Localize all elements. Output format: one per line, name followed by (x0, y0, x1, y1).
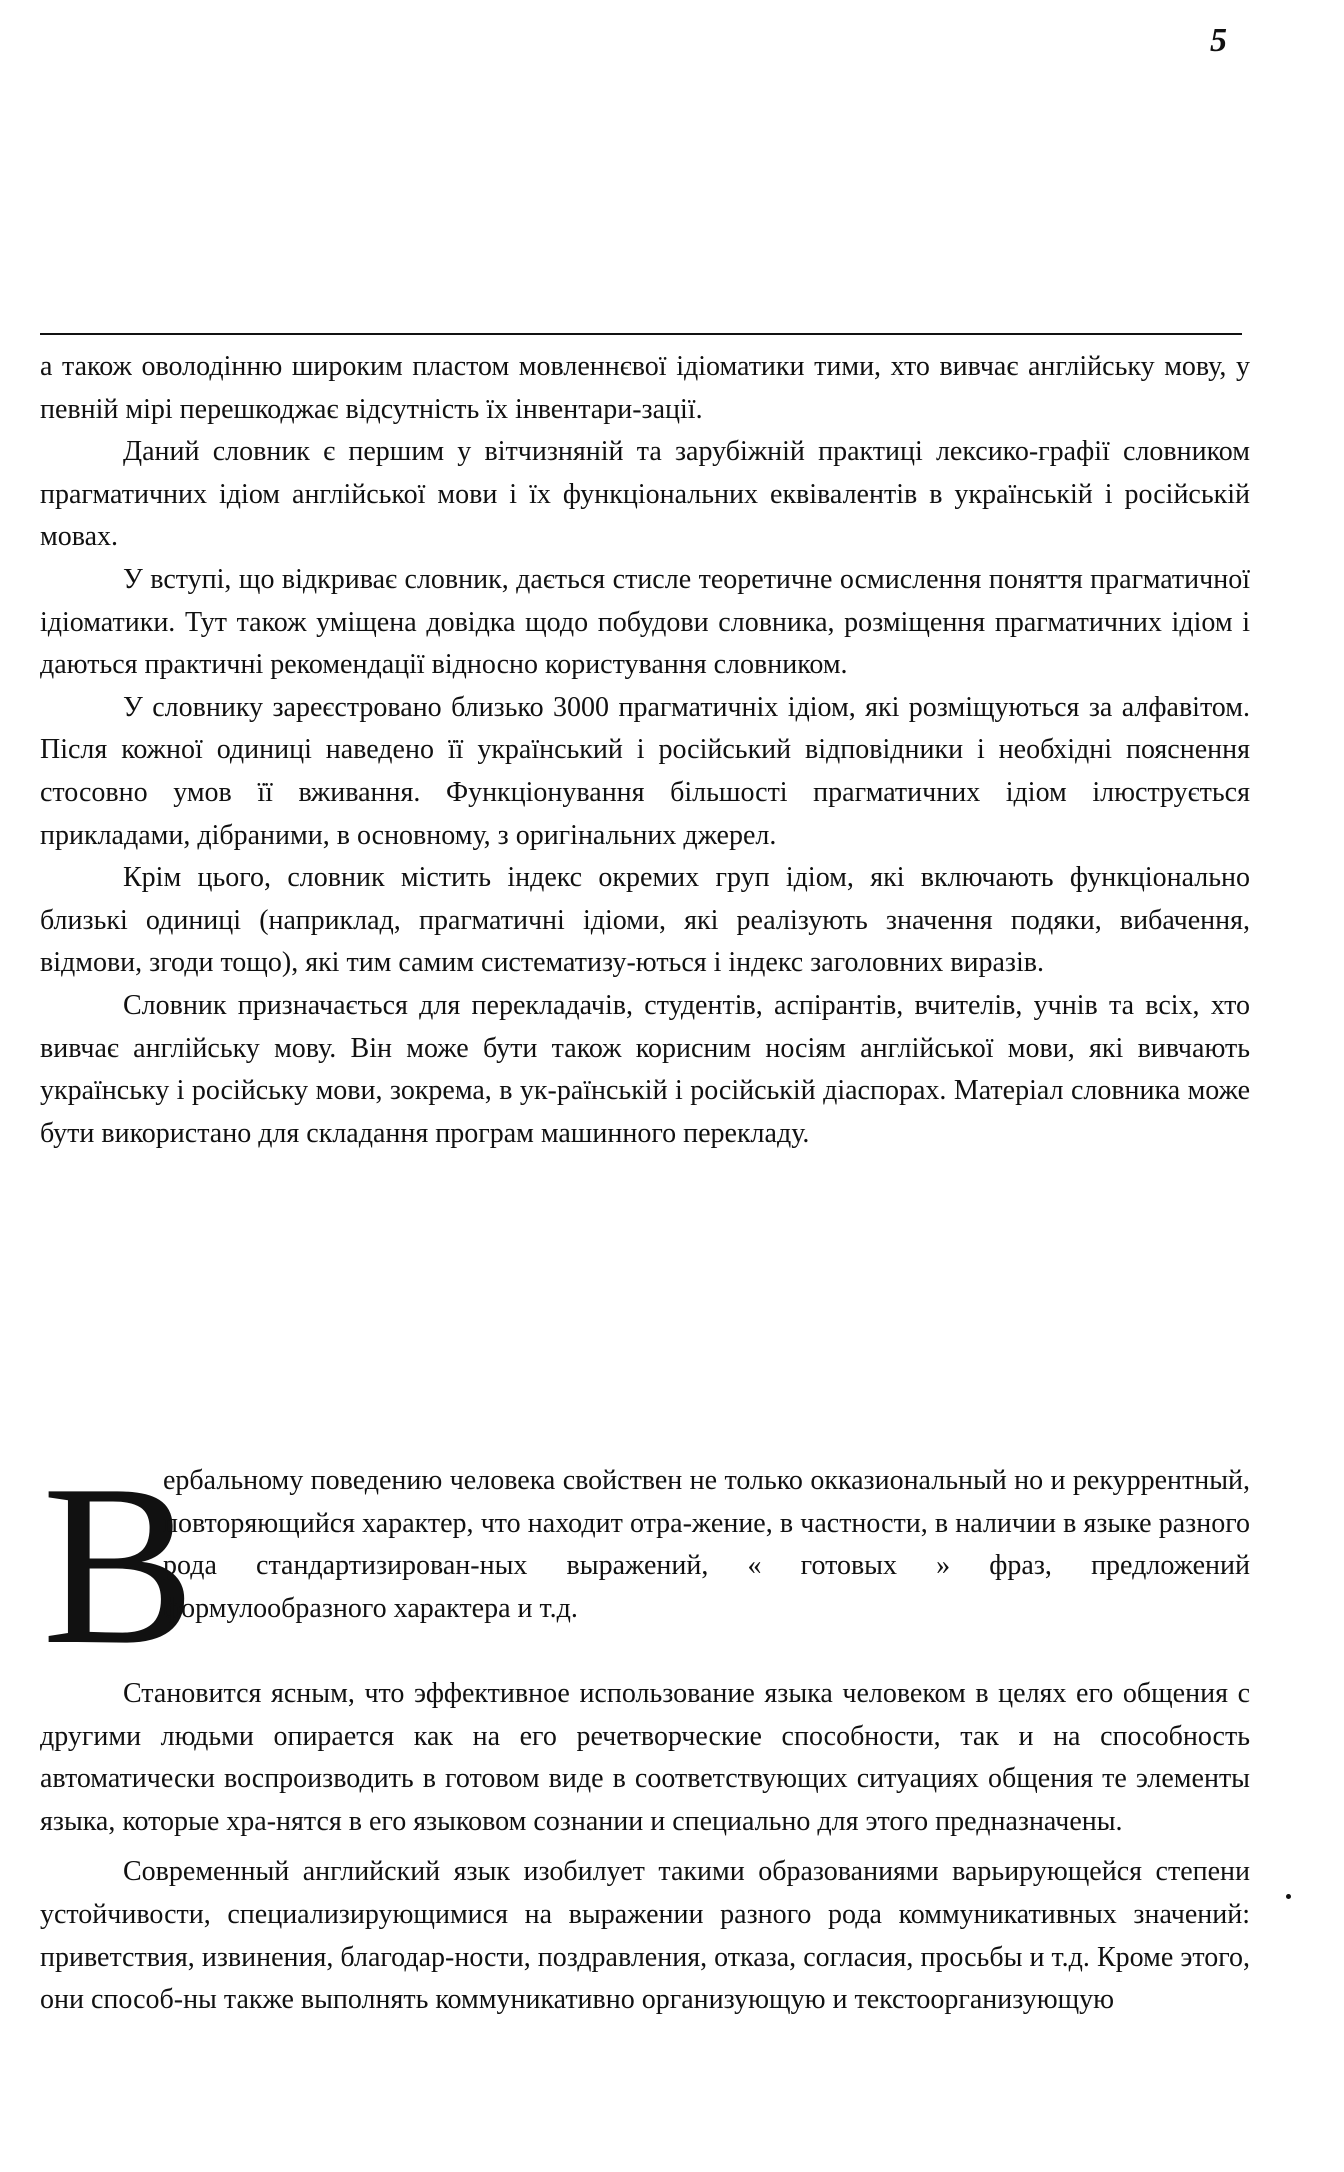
russian-body (40, 1673, 1250, 2030)
paragraph-ru-2: Становится ясным, что эффективное использование языка человеком в целях его общения с другими людьми опирается как на его речетворческие способности, так и на способность автоматически воспроизводить в готовом виде в соответствующих ситуациях общения те элементы языка, которые хра-нятся в его языковом сознании и специально для этого предназначены. (40, 1678, 1250, 1837)
paragraph-ua-1: а також оволодінню широким пластом мовленнєвої ідіоматики тими, хто вивчає англійську мову, у певній мірі перешкоджає відсутність їх інвентари-зації. (40, 351, 1250, 425)
paragraph-ru-3: Современный английский язык изобилует такими образованиями варьирующейся степени устойчивости, специализирующимися на выражении разного рода коммуникативных значений: приветствия, извинения, благодар-ности, поздравления, отказа, согласия, просьбы и т.д. Кроме этого, они способ-ны также выполнять коммуникативно организующую и текстоорганизующую (40, 1856, 1250, 2016)
ukrainian-preface (40, 346, 1250, 1155)
paragraph-ru-1: ербальному поведению человека свойствен не только окказиональный но и рекуррентный, повторяющийся характер, что находит отра-жение, в частности, в наличии в языке разного рода стандартизирован-ных выражений, « готовых » фраз, предложений формулообразного характера и т.д. (163, 1465, 1250, 1624)
paragraph-ua-4: У словнику зареєстровано близько 3000 прагматичніх ідіом, які розміщуються за алфавітом. Після кожної одиниці наведено її український і російський відповідники і необхідні пояснення стосовно умов її вживання. Функціонування більшості прагматичних ідіом ілюструється прикладами, дібраними, в основному, з оригінальних джерел. (40, 691, 1250, 851)
margin-mark (1286, 1894, 1291, 1899)
paragraph-ua-2: Даний словник є першим у вітчизняній та зарубіжній практиці лексико-графії словником прагматичних ідіом англійської мови і їх функціональних еквівалентів в українській і російській мовах. (40, 436, 1250, 553)
paragraph-ua-5: Крім цього, словник містить індекс окремих груп ідіом, які включають функціонально близькі одиниці (наприклад, прагматичні ідіоми, які реалізують значення подяки, вибачення, відмови, згоди тощо), які тим самим систематизу-ються і індекс заголовних виразів. (40, 862, 1250, 979)
drop-cap: В (42, 1437, 196, 1692)
section-divider (40, 333, 1242, 335)
paragraph-ua-3: У вступі, що відкриває словник, дається стисле теоретичне осмислення поняття прагматичної ідіоматики. Тут також уміщена довідка щодо побудови словника, розміщення прагматичних ідіом і даються практичні рекомендації відносно користування словником. (40, 563, 1250, 681)
paragraph-ua-6: Словник призначається для перекладачів, студентів, аспірантів, вчителів, учнів та всіх, хто вивчає англійську мову. Він може бути також корисним носіям англійської мови, які вивчають українську і російську мови, зокрема, в ук-раїнській і російській діаспорах. Матеріал словника може бути використано для складання програм машинного перекладу. (40, 989, 1250, 1149)
page-number: 5 (1210, 22, 1227, 59)
